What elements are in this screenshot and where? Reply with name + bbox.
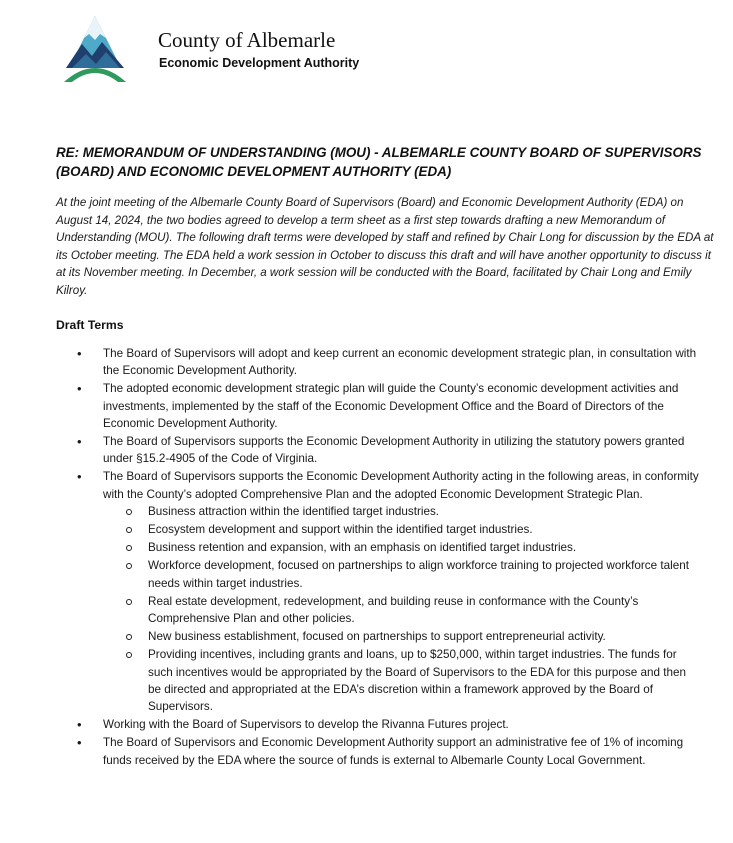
organization-subtitle: Economic Development Authority: [159, 56, 360, 70]
subterm-item: Workforce development, focused on partnerships to align workforce training to projected workforce talent needs within target industries.: [103, 557, 706, 591]
term-item: [56, 734, 706, 768]
term-item: [56, 468, 706, 715]
term-text: The Board of Supervisors supports the Economic Development Authority acting in the following areas, in conformity with the County’s adopted Comprehensive Plan and the adopted Economic Development Strategic Plan.: [103, 470, 699, 501]
term-item: [56, 433, 706, 467]
subterm-item: New business establishment, focused on partnerships to support entrepreneurial activity.: [103, 628, 706, 645]
organization-name: County of Albemarle: [158, 28, 336, 52]
term-text: The Board of Supervisors and Economic Development Authority support an administrative fee of 1% of incoming funds received by the EDA where the source of funds is external to Albemarle County Local Government.: [103, 736, 684, 767]
term-text: The Board of Supervisors supports the Economic Development Authority in utilizing the statutory powers granted under §15.2-4905 of the Code of Virginia.: [103, 435, 685, 466]
mountain-logo-icon: [62, 14, 128, 82]
subterm-item: Business retention and expansion, with an emphasis on identified target industries.: [103, 539, 706, 556]
term-item: [56, 345, 706, 379]
term-item: [56, 380, 706, 432]
term-text: Working with the Board of Supervisors to develop the Rivanna Futures project.: [103, 718, 509, 732]
letterhead: [62, 14, 382, 84]
term-text: The adopted economic development strategic plan will guide the County’s economic development activities and investments, implemented by the staff of the Economic Development Office and the Board of Directors of the Economic Development Authority.: [103, 382, 679, 430]
draft-terms-heading: Draft Terms: [56, 318, 124, 332]
term-item: [56, 716, 706, 733]
subterm-item: Ecosystem development and support within the identified target industries.: [103, 521, 706, 538]
subterm-item: Business attraction within the identified target industries.: [103, 503, 706, 520]
draft-terms-list: [56, 345, 706, 770]
memo-subject-heading: RE: MEMORANDUM OF UNDERSTANDING (MOU) - ALBEMARLE COUNTY BOARD OF SUPERVISORS (BOARD) AND ECONOMIC DEVELOPMENT AUTHORITY (EDA): [56, 145, 702, 179]
intro-paragraph: At the joint meeting of the Albemarle County Board of Supervisors (Board) and Economic Development Authority (EDA) on August 14, 2024, the two bodies agreed to develop a term sheet as a first step towards drafting a new Memorandum of Understanding (MOU). The following draft terms were developed by staff and refined by Chair Long for discussion by the EDA at its October meeting. The EDA held a work session in October to discuss this draft and will have another opportunity to discuss it at its November meeting. In December, a work session will be conducted with the Board, facilitated by Chair Long and Emily Kilroy.: [56, 196, 714, 297]
subterms-list: [103, 503, 706, 715]
subterm-item: Providing incentives, including grants and loans, up to $250,000, within target industries. The funds for such incentives would be appropriated by the Board of Supervisors to the EDA for this purpose and then be directed and appropriated at the EDA’s discretion within a framework approved by the Board of Supervisors.: [103, 646, 706, 715]
term-text: The Board of Supervisors will adopt and keep current an economic development strategic plan, in consultation with the Economic Development Authority.: [103, 347, 697, 378]
subterm-item: Real estate development, redevelopment, and building reuse in conformance with the County’s Comprehensive Plan and other policies.: [103, 593, 706, 627]
